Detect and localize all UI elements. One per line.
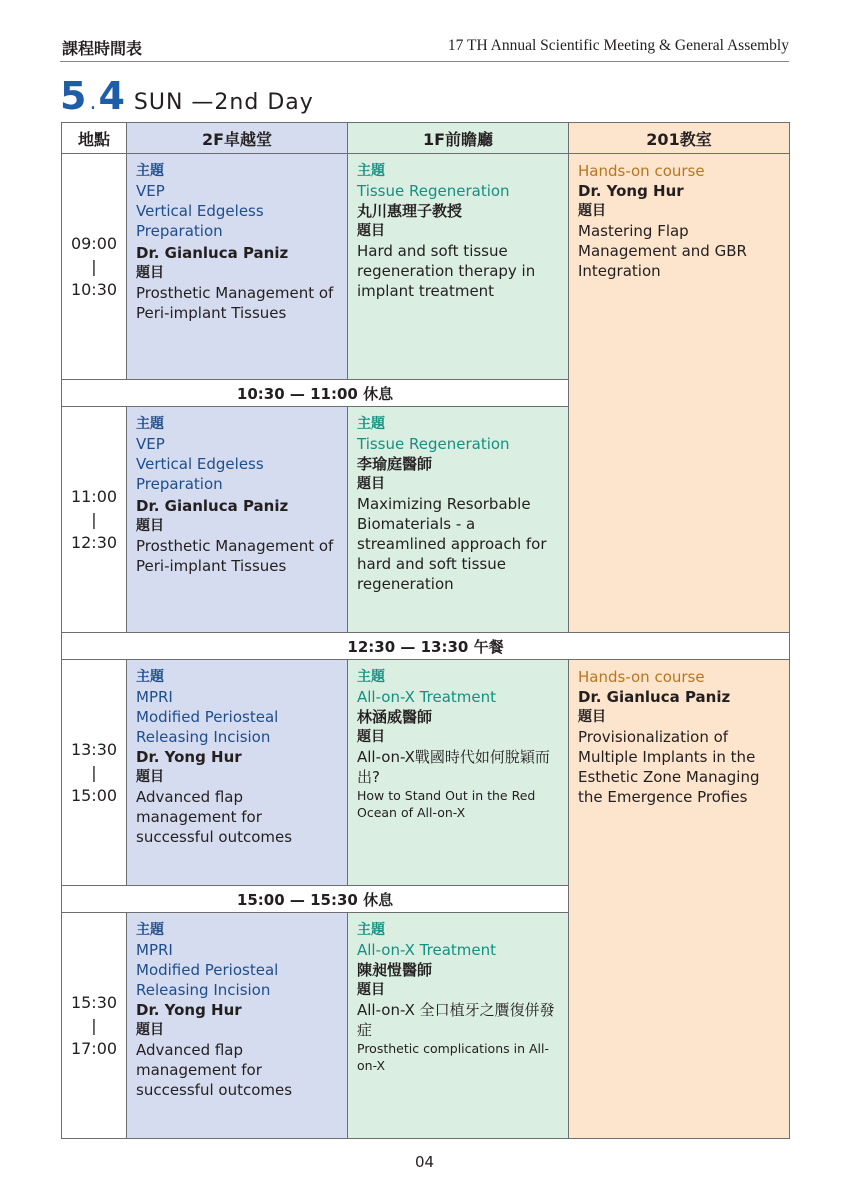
col-header-location: 地點 (62, 123, 127, 154)
title-label: 題目 (357, 476, 385, 492)
event-title: 17 TH Annual Scientific Meeting & General Assembly (447, 37, 789, 54)
time-sep: | (91, 1016, 97, 1035)
session-title-en: Prosthetic complications in All-on-X (357, 1041, 549, 1073)
title-label: 題目 (136, 518, 164, 534)
speaker: 丸川惠理子教授 (357, 202, 463, 220)
session-cell-201-afternoon (569, 660, 790, 1139)
table-row (62, 154, 790, 380)
time-cell (62, 154, 127, 380)
time-start: 13:30 (70, 740, 118, 759)
session-title: Advanced flap management for successful outcomes (136, 788, 293, 846)
time-cell (62, 913, 127, 1139)
session-title: Prosthetic Management of Peri-implant Tissues (136, 284, 334, 322)
time-end: 15:00 (70, 786, 118, 805)
time-sep: | (91, 257, 97, 276)
session-title: Mastering Flap Management and GBR Integration (578, 222, 747, 280)
time-start: 09:00 (70, 234, 118, 253)
time-start: 11:00 (70, 487, 118, 506)
header-row (62, 123, 790, 154)
session-cell-2f (127, 660, 348, 886)
speaker: Dr. Gianluca Paniz (578, 688, 731, 706)
table-row (62, 660, 790, 886)
schedule-table (61, 122, 790, 1139)
topic-label: 主題 (136, 416, 164, 432)
speaker: Dr. Yong Hur (136, 748, 242, 766)
speaker: Dr. Gianluca Paniz (136, 497, 289, 515)
speaker: Dr. Yong Hur (136, 1001, 242, 1019)
session-title: All-on-X 全口植牙之贋復併發症 (357, 1001, 555, 1039)
topic-abbr: MPRI (136, 688, 173, 706)
col-header-1f: 1F前瞻廳 (348, 123, 569, 154)
time-end: 12:30 (70, 533, 118, 552)
topic-label: 主題 (136, 669, 164, 685)
page-number: 04 (414, 1153, 435, 1171)
break-cell: 10:30 — 11:00 休息 (62, 380, 569, 407)
session-title-en: How to Stand Out in the Red Ocean of All-on-X (357, 788, 536, 820)
title-label: 題目 (136, 1022, 164, 1038)
topic-abbr: VEP (136, 435, 165, 453)
topic-label: 主題 (136, 163, 164, 179)
time-cell (62, 407, 127, 633)
topic-name: Modified Periosteal Releasing Incision (136, 961, 279, 999)
session-cell-201-morning (569, 154, 790, 633)
session-title: All-on-X戰國時代如何脫穎而出? (357, 748, 550, 786)
speaker: Dr. Gianluca Paniz (136, 244, 289, 262)
topic-abbr: MPRI (136, 941, 173, 959)
date-month: 5 (60, 74, 88, 118)
col-header-2f: 2F卓越堂 (127, 123, 348, 154)
break-cell: 12:30 — 13:30 午餐 (62, 633, 790, 660)
session-cell-1f (348, 660, 569, 886)
col-header-201: 201教室 (569, 123, 790, 154)
topic-name: Vertical Edgeless Preparation (136, 455, 264, 493)
session-title: Advanced flap management for successful outcomes (136, 1041, 293, 1099)
topic-name: Vertical Edgeless Preparation (136, 202, 264, 240)
session-cell-2f (127, 154, 348, 380)
session-cell-2f (127, 407, 348, 633)
course-type: Hands-on course (578, 162, 705, 180)
section-title: 課程時間表 (62, 39, 143, 58)
session-cell-2f (127, 913, 348, 1139)
day-heading (60, 74, 314, 118)
break-row (62, 633, 790, 660)
speaker: 陳昶愷醫師 (357, 961, 433, 979)
topic-label: 主題 (357, 416, 385, 432)
topic-name: Modified Periosteal Releasing Incision (136, 708, 279, 746)
title-label: 題目 (357, 729, 385, 745)
topic-label: 主題 (357, 163, 385, 179)
time-sep: | (91, 763, 97, 782)
speaker: 林涵威醫師 (357, 708, 433, 726)
title-label: 題目 (578, 709, 606, 725)
speaker: Dr. Yong Hur (578, 182, 684, 200)
topic-name: All-on-X Treatment (357, 941, 497, 959)
topic-abbr: VEP (136, 182, 165, 200)
session-title: Maximizing Resorbable Biomaterials - a streamlined approach for hard and soft tissue regeneration (357, 495, 547, 593)
day-label: SUN —2nd Day (133, 90, 314, 115)
session-title: Provisionalization of Multiple Implants in the Esthetic Zone Managing the Emergence Profies (578, 728, 760, 806)
time-end: 10:30 (70, 280, 118, 299)
header-divider (60, 61, 789, 62)
topic-name: Tissue Regeneration (357, 182, 510, 200)
topic-label: 主題 (136, 922, 164, 938)
topic-name: Tissue Regeneration (357, 435, 510, 453)
time-end: 17:00 (70, 1039, 118, 1058)
session-title: Prosthetic Management of Peri-implant Tissues (136, 537, 334, 575)
session-title: Hard and soft tissue regeneration therapy in implant treatment (357, 242, 536, 300)
time-sep: | (91, 510, 97, 529)
topic-label: 主題 (357, 669, 385, 685)
speaker: 李瑜庭醫師 (357, 455, 433, 473)
session-cell-1f (348, 913, 569, 1139)
title-label: 題目 (136, 769, 164, 785)
date-day: 4 (98, 74, 126, 118)
topic-name: All-on-X Treatment (357, 688, 497, 706)
title-label: 題目 (136, 265, 164, 281)
title-label: 題目 (357, 223, 385, 239)
time-cell (62, 660, 127, 886)
title-label: 題目 (357, 982, 385, 998)
session-cell-1f (348, 154, 569, 380)
title-label: 題目 (578, 203, 606, 219)
break-cell: 15:00 — 15:30 休息 (62, 886, 569, 913)
date-dot: . (89, 90, 97, 115)
time-start: 15:30 (70, 993, 118, 1012)
session-cell-1f (348, 407, 569, 633)
topic-label: 主題 (357, 922, 385, 938)
course-type: Hands-on course (578, 668, 705, 686)
